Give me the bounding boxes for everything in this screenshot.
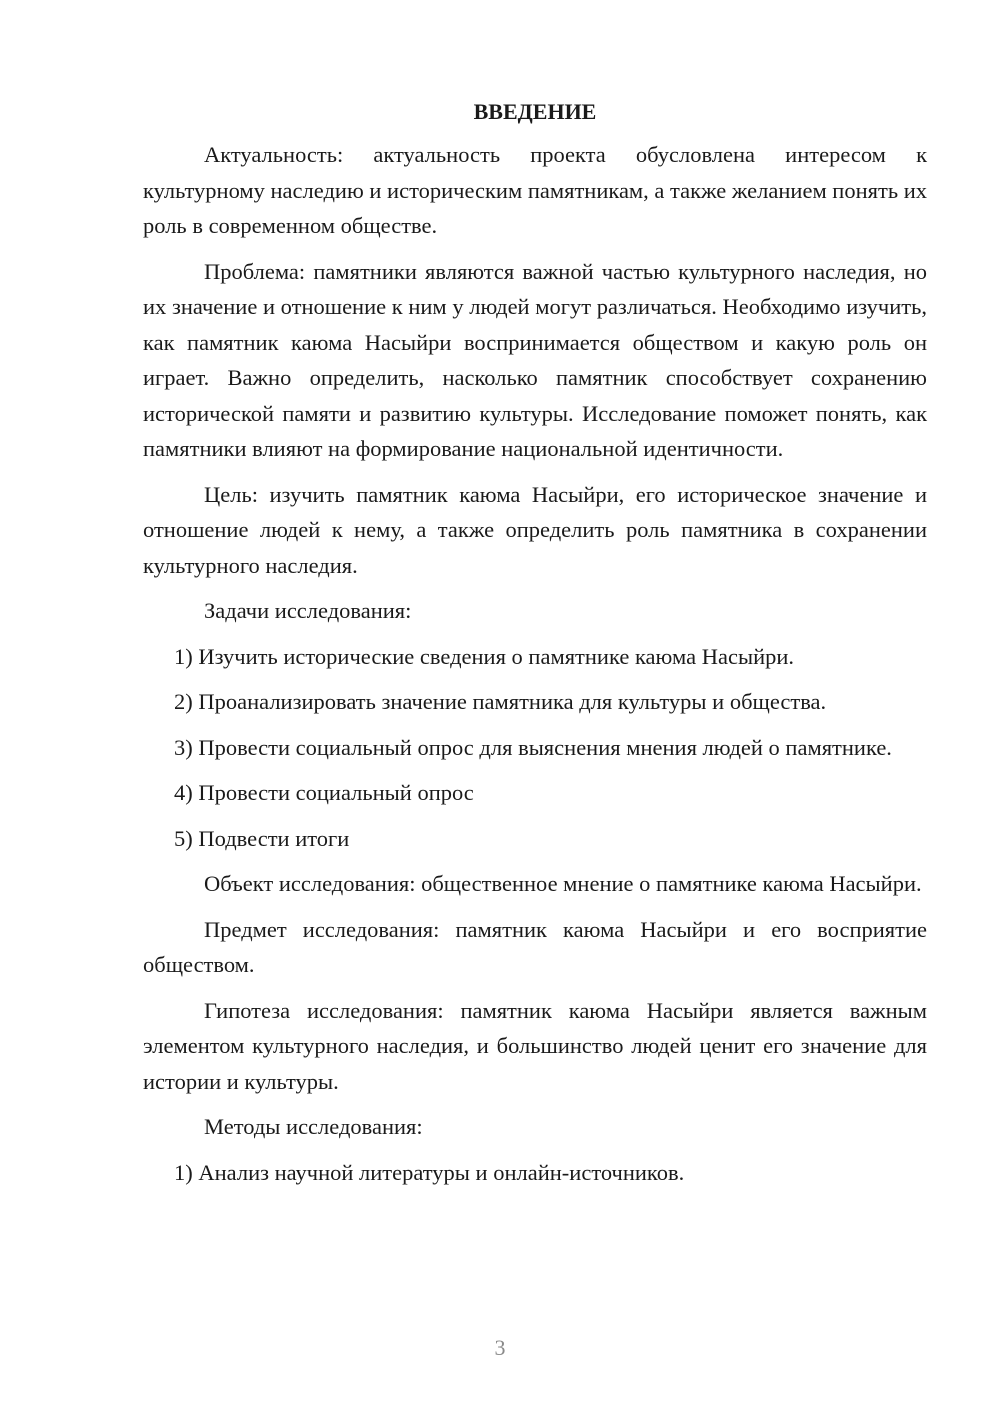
page-title: ВВЕДЕНИЕ xyxy=(473,99,597,124)
page-number: 3 xyxy=(494,1335,506,1360)
task-item-2: 2) Проанализировать значение памятника для культуры и общества. xyxy=(174,689,827,714)
task-item-3: 3) Провести социальный опрос для выяснения мнения людей о памятнике. xyxy=(174,734,892,760)
goal-paragraph: Цель: изучить памятник каюма Насыйри, его историческое значение и отношение людей к нему, а также определить роль памятника в сохранении культурного наследия. xyxy=(143,481,927,578)
tasks-heading: Задачи исследования: xyxy=(204,598,412,623)
task-item-5: 5) Подвести итоги xyxy=(174,825,350,851)
object-paragraph: Объект исследования: общественное мнение о памятнике каюма Насыйри. xyxy=(204,871,922,896)
subject-paragraph: Предмет исследования: памятник каюма Насыйри и его восприятие обществом. xyxy=(143,916,927,977)
task-item-1: 1) Изучить исторические сведения о памятнике каюма Насыйри. xyxy=(174,643,795,669)
relevance-paragraph: Актуальность: актуальность проекта обусловлена интересом к культурному наследию и историческим памятникам, а также желанием понять их роль в современном обществе. xyxy=(143,142,927,238)
hypothesis-paragraph: Гипотеза исследования: памятник каюма Насыйри является важным элементом культурного наследия, и большинство людей ценит его значение для истории и культуры. xyxy=(143,997,927,1094)
document-page xyxy=(143,96,927,1200)
method-item-1: 1) Анализ научной литературы и онлайн-источников. xyxy=(174,1159,685,1185)
task-item-4: 4) Провести социальный опрос xyxy=(174,780,474,805)
problem-paragraph: Проблема: памятники являются важной частью культурного наследия, но их значение и отношение к ним у людей могут различаться. Необходимо изучить, как памятник каюма Насыйри воспринимается обществом и какую роль он играет. Важно определить, насколько памятник способствует сохранению исторической памяти и развитию культуры. Исследование поможет понять, как памятники влияют на формирование национальной идентичности. xyxy=(143,258,927,461)
methods-heading: Методы исследования: xyxy=(204,1114,423,1139)
